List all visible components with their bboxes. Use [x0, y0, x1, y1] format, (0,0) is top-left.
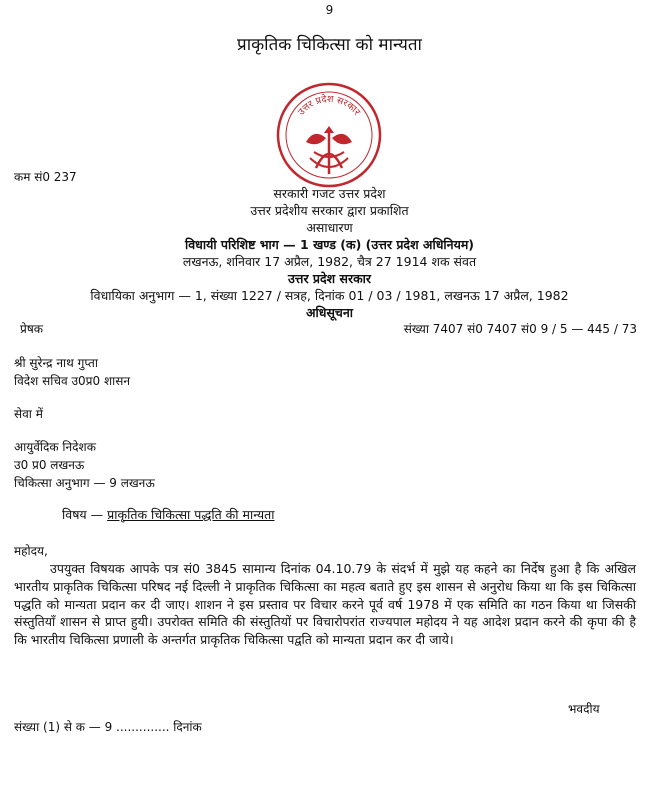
gazette-line-1: सरकारी गजट उत्तर प्रदेश: [273, 186, 386, 201]
sender-designation: विदेश सचिव उ0प्र0 शासन: [14, 374, 130, 388]
sender-label: प्रेषक: [20, 322, 43, 336]
gazette-line-4: विधायी परिशिष्ट भाग — 1 खण्ड (क) (उत्तर प्रदेश अधिनियम): [184, 237, 475, 252]
body-paragraph: उपयुक्त विषयक आपके पत्र सं0 3845 सामान्य दिनांक 04.10.79 के संदर्भ में मुझे यह कहने का निर्देष हुआ है कि अखिल भारतीय प्राकृतिक चिकित्सा परिषद नई दिल्ली ने प्राकृतिक चिकित्सा का महत्व बताते हुए इस शासन से अनुरोध किया था कि इस चिकित्सा पद्धति को मान्यता प्रदान कर दी जाए। शाशन ने इस प्रस्ताव पर विचार करने पूर्व वर्ष 1978 में एक समिति का गठन किया था जिसकी संस्तुतियॉं शासन से प्राप्त हुयी। उपरोक्त समिति की संस्तुतियों पर विचारोपरांत राज्यपाल महोदय ने यह आदेश प्रदान करने की कृपा की है कि भारतीय चिकित्सा प्रणाली के अन्तर्गत प्राकृतिक चिकित्सा पद्वति को मान्यता प्रदान कर दी जाये।: [14, 561, 636, 648]
recipient-line-3: चिकित्सा अनुभाग — 9 लखनऊ: [14, 476, 155, 490]
to-label: सेवा में: [14, 407, 43, 421]
salutation: महोदय,: [14, 544, 48, 558]
gazette-line-8: अधिसूचना: [305, 305, 354, 320]
gazette-line-7: विधायिका अनुभाग — 1, संख्या 1227 / सत्रह, दिनांक 01 / 03 / 1981, लखनऊ 17 अप्रैल, 1982: [90, 288, 569, 303]
reference-number: कम सं0 237: [14, 170, 77, 184]
gazette-line-6: उत्तर प्रदेश सरकार: [287, 271, 372, 286]
document-title: प्राकृतिक चिकित्सा को मान्यता: [237, 35, 422, 55]
subject-label: विषय —: [62, 507, 104, 522]
number-line: संख्या 7407 सं0 7407 सं0 9 / 5 — 445 / 73: [403, 322, 637, 336]
recipient-line-1: आयुर्वेदिक निदेशक: [14, 440, 96, 454]
gazette-line-2: उत्तर प्रदेशीय सरकार द्वारा प्रकाशित: [250, 203, 409, 218]
sender-name: श्री सुरेन्द्र नाथ गुप्ता: [14, 356, 98, 370]
subject-text: प्राकृतिक चिकित्सा पद्धति की मान्यता: [107, 507, 275, 522]
emblem-text: उत्तर प्रदेश सरकार: [295, 93, 363, 118]
up-government-emblem-icon: [276, 82, 382, 188]
closing: भवदीय: [568, 702, 600, 716]
recipient-line-2: उ0 प्र0 लखनऊ: [14, 458, 85, 472]
gazette-line-3: असाधारण: [306, 220, 353, 235]
subject: [62, 506, 275, 523]
footer-number: संख्या (1) से क — 9 .............. दिनांक: [14, 720, 202, 734]
gazette-line-5: लखनऊ, शनिवार 17 अप्रैल, 1982, चैत्र 27 1914 शक संवत: [182, 254, 477, 269]
page-number: 9: [325, 3, 334, 17]
